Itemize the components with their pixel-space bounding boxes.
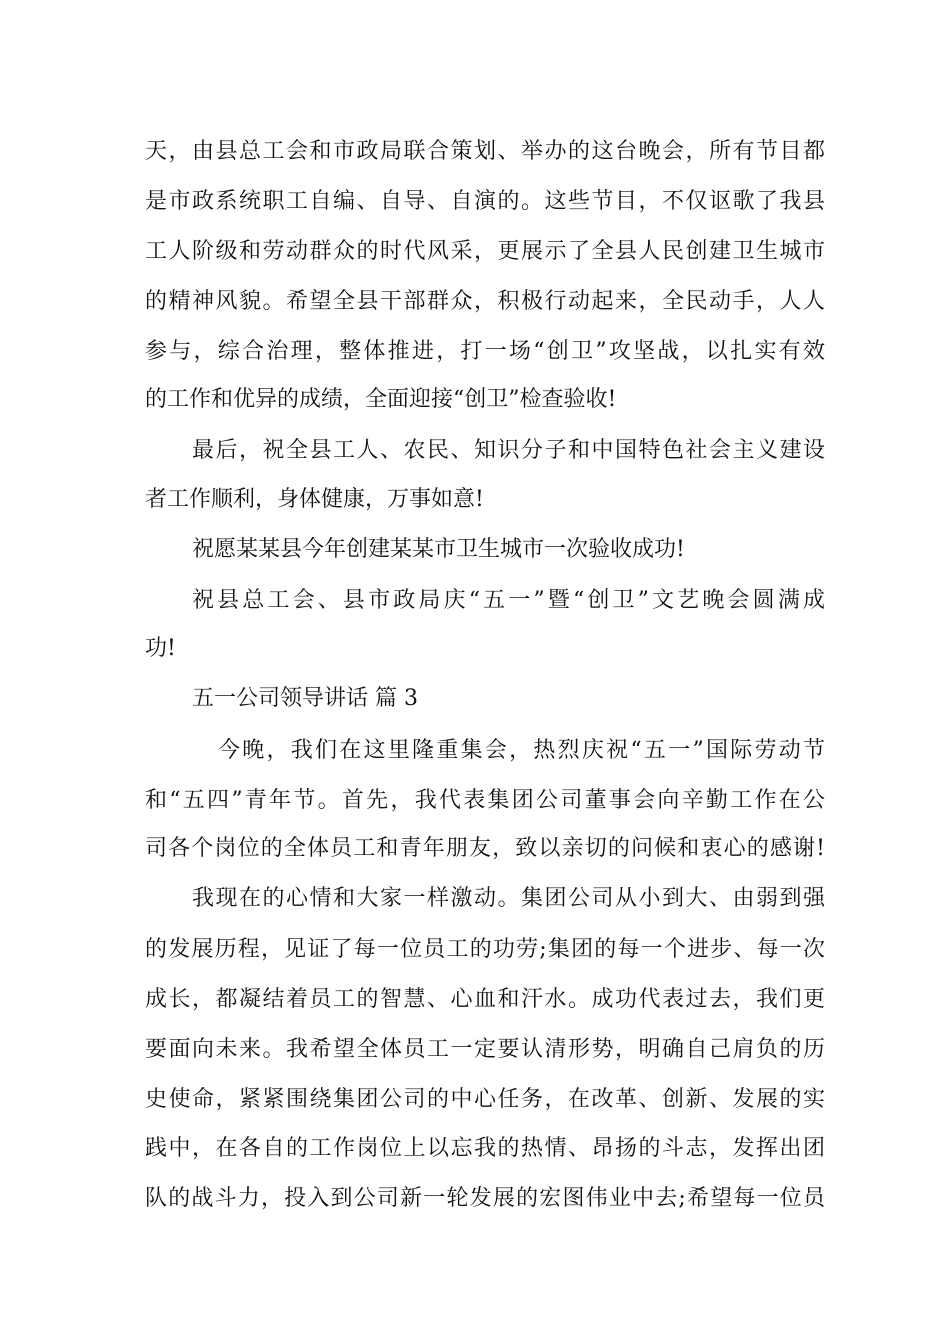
text-line: 和“五四”青年节。首先，我代表集团公司董事会向辛勤工作在公 — [145, 788, 825, 813]
section-heading: 五一公司领导讲话 篇 3 — [192, 686, 418, 711]
paragraph-first-line: 我现在的心情和大家一样激动。集团公司从小到大、由弱到强 — [192, 886, 825, 911]
text-line: 的发展历程，见证了每一位员工的功劳;集团的每一个进步、每一次 — [145, 937, 825, 962]
paragraph-first-line: 祝县总工会、县市政局庆“五一”暨“创卫”文艺晚会圆满成 — [192, 588, 825, 613]
text-line: 史使命，紧紧围绕集团公司的中心任务，在改革、创新、发展的实 — [145, 1087, 825, 1112]
paragraph-first-line: 最后，祝全县工人、农民、知识分子和中国特色社会主义建设 — [192, 438, 825, 463]
text-line: 参与，综合治理，整体推进，打一场“创卫”攻坚战，以扎实有效 — [145, 339, 825, 364]
text-line: 要面向未来。我希望全体员工一定要认清形势，明确自己肩负的历 — [145, 1037, 825, 1062]
text-line: 的工作和优异的成绩，全面迎接“创卫”检查验收! — [145, 387, 617, 412]
text-line: 践中，在各自的工作岗位上以忘我的热情、昂扬的斗志，发挥出团 — [145, 1136, 825, 1161]
paragraph-first-line: 今晚，我们在这里隆重集会，热烈庆祝“五一”国际劳动节 — [218, 738, 825, 763]
paragraph-first-line: 祝愿某某县今年创建某某市卫生城市一次验收成功! — [192, 537, 685, 562]
text-line: 是市政系统职工自编、自导、自演的。这些节目，不仅讴歌了我县 — [145, 189, 825, 214]
text-line: 队的战斗力，投入到公司新一轮发展的宏图伟业中去;希望每一位员 — [145, 1186, 825, 1211]
text-line: 成长，都凝结着员工的智慧、心血和汗水。成功代表过去，我们更 — [145, 987, 825, 1012]
text-line: 司各个岗位的全体员工和青年朋友，致以亲切的问候和衷心的感谢! — [145, 836, 825, 861]
text-line: 者工作顺利，身体健康，万事如意! — [145, 487, 484, 512]
text-line: 天，由县总工会和市政局联合策划、举办的这台晚会，所有节目都 — [145, 139, 825, 164]
text-line: 功! — [145, 636, 176, 661]
text-line: 工人阶级和劳动群众的时代风采，更展示了全县人民创建卫生城市 — [145, 239, 825, 264]
text-line: 的精神风貌。希望全县干部群众，积极行动起来，全民动手，人人 — [145, 289, 825, 314]
